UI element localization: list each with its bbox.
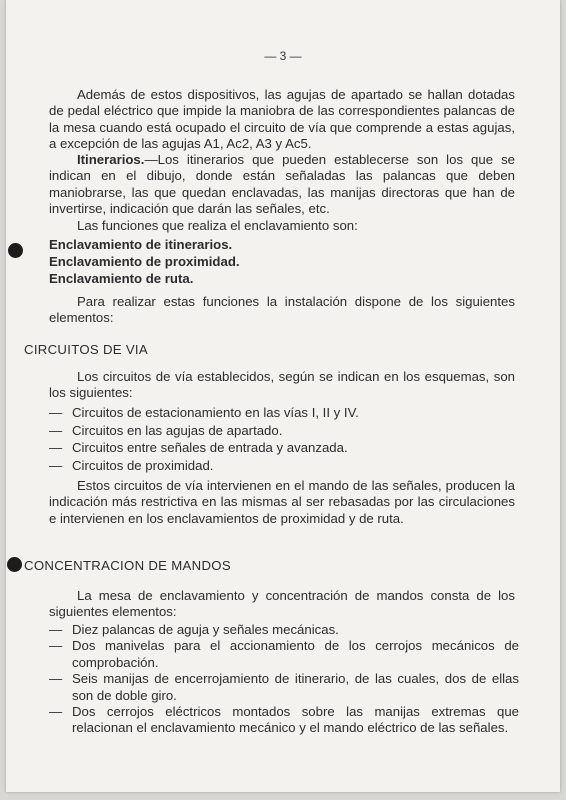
function-itinerarios: Enclavamiento de itinerarios. [49,237,233,252]
heading-concentracion-de-mandos: CONCENTRACION DE MANDOS [24,558,231,573]
list-item: — Dos manivelas para el accionamiento de los cerrojos mecánicos de comprobación. [49,638,519,670]
paragraph-circuitos-funcion: Estos circuitos de vía intervienen en el mando de las señales, producen la indicación más restrictiva en las mismas al ser rebasadas por las circulaciones e intervienen en los enclavamientos de proximidad y de ruta. [49,478,515,526]
list-item: — Circuitos de estacionamiento en las vías I, II y IV. [49,405,359,420]
list-item: — Seis manijas de encerrojamiento de itinerario, de las cuales, dos de ellas son de doble giro. [49,671,519,703]
itinerarios-text: —Los itinerarios que pueden establecerse son los que se indican en el dibujo, donde están señaladas las palancas que deben maniobrarse, las que quedan enclavadas, las manijas directoras que han de invertirse, indicación que darán las señales, etc. [49,152,515,217]
paragraph-mesa-intro: La mesa de enclavamiento y concentración de mandos consta de los siguientes elementos: [49,588,515,620]
itinerarios-lead: Itinerarios. [77,152,145,167]
paragraph-circuitos-intro: Los circuitos de vía establecidos, según se indican en los esquemas, son los siguientes: [49,369,515,401]
list-item: — Circuitos de proximidad. [49,457,214,473]
functions-list [49,236,515,287]
paragraph-dispositivos: Además de estos dispositivos, las agujas de apartado se hallan dotadas de pedal eléctrico que impide la maniobra de las correspondientes palancas de la mesa cuando está ocupado el circuito de vía que comprende a estas agujas, a excepción de las agujas A1, Ac2, A3 y Ac5. [49,87,515,152]
function-proximidad: Enclavamiento de proximidad. [49,254,240,269]
heading-circuitos-de-via: CIRCUITOS DE VIA [24,342,148,357]
page-number: — 3 — [264,49,302,63]
circuit-list [49,404,519,474]
paragraph-itinerarios [49,152,515,218]
punch-hole-upper [8,243,23,258]
paragraph-funciones-intro: Las funciones que realiza el enclavamiento son: [77,218,358,233]
punch-hole-lower [7,557,22,572]
function-ruta: Enclavamiento de ruta. [49,271,194,286]
list-item: — Circuitos en las agujas de apartado. [49,422,283,438]
mando-list [49,622,519,737]
list-item: — Diez palancas de aguja y señales mecánicas. [49,622,339,637]
list-item: — Dos cerrojos eléctricos montados sobre las manijas extremas que relacionan el enclavamiento mecánico y el mando eléctrico de las señales. [49,704,519,736]
paragraph-elementos-intro: Para realizar estas funciones la instalación dispone de los siguientes elementos: [49,294,515,326]
list-item: — Circuitos entre señales de entrada y avanzada. [49,440,348,456]
